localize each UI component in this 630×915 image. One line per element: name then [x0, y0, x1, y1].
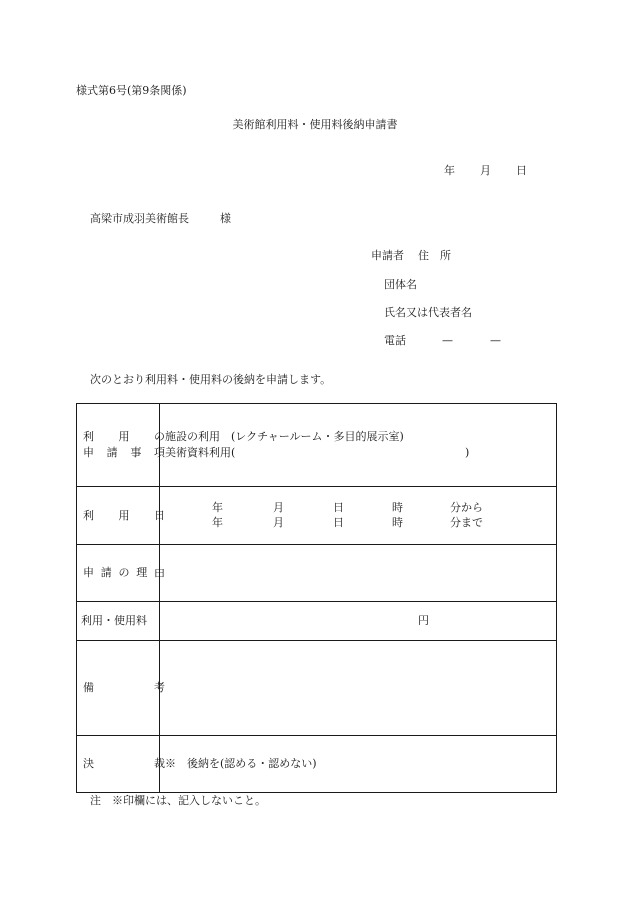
label-application-items-line2: 申 請 事 項 — [83, 446, 165, 459]
label-cell-application-items — [77, 404, 165, 487]
from-month-unit: 月 — [273, 501, 284, 514]
phone-dash-2: — — [490, 334, 501, 347]
date-day-label: 日 — [516, 164, 527, 177]
to-year-unit: 年 — [212, 516, 223, 529]
label-cell-reason — [77, 545, 165, 602]
to-month-unit: 月 — [273, 516, 284, 529]
label-cell-fee — [77, 602, 160, 641]
from-hour-unit: 時 — [392, 501, 403, 514]
row-application-items — [77, 404, 557, 487]
to-minute-suffix: 分まで — [450, 516, 483, 529]
label-fee: 利用・使用料 — [81, 614, 147, 627]
label-reason: 申 請 の 理 由 — [83, 566, 165, 579]
application-table — [76, 403, 557, 793]
footnote: 注 ※印欄には、記入しないこと。 — [90, 794, 266, 807]
applicant-address-label: 住 所 — [418, 249, 451, 262]
page-title: 美術館利用料・使用料後納申請書 — [232, 118, 398, 131]
phone-dash-1: — — [442, 334, 453, 347]
decision-text: ※ 後納を(認める・認めない) — [165, 757, 317, 770]
from-minute-suffix: 分から — [450, 501, 483, 514]
label-cell-usage-date — [77, 487, 165, 545]
label-application-items-line1: 利 用 の — [83, 430, 165, 443]
from-day-unit: 日 — [333, 501, 344, 514]
label-usage-date: 利 用 日 — [83, 508, 165, 522]
from-year-unit: 年 — [212, 501, 223, 514]
fee-unit-yen: 円 — [418, 614, 429, 627]
usage-date-field[interactable] — [160, 487, 557, 545]
decision-field[interactable] — [160, 736, 557, 793]
row-fee — [77, 602, 557, 641]
fee-field[interactable] — [160, 602, 557, 641]
applicant-label: 申請者 — [371, 249, 404, 262]
material-use-option: 美術資料利用( ) — [165, 446, 470, 459]
label-decision: 決 裁 — [83, 757, 165, 770]
reason-field[interactable] — [160, 545, 557, 602]
applicant-name-label: 氏名又は代表者名 — [384, 306, 472, 319]
intro-text: 次のとおり利用料・使用料の後納を申請します。 — [90, 373, 332, 386]
date-year-label: 年 — [444, 164, 455, 177]
date-month-label: 月 — [480, 164, 491, 177]
facility-use-option: 施設の利用 (レクチャールーム・多目的展示室) — [165, 430, 404, 443]
row-reason — [77, 545, 557, 602]
to-day-unit: 日 — [333, 516, 344, 529]
form-number: 様式第6号(第9条関係) — [76, 84, 187, 97]
label-cell-decision — [77, 736, 165, 793]
applicant-phone-label: 電話 — [384, 334, 406, 347]
addressee-honorific: 様 — [220, 212, 231, 225]
remarks-field[interactable] — [160, 641, 557, 736]
label-cell-remarks — [77, 641, 165, 736]
row-remarks — [77, 641, 557, 736]
application-items-field[interactable] — [160, 404, 557, 487]
row-usage-date — [77, 487, 557, 545]
applicant-group-label: 団体名 — [384, 278, 417, 291]
row-decision — [77, 736, 557, 793]
to-hour-unit: 時 — [392, 516, 403, 529]
addressee-name: 高梁市成羽美術館長 — [90, 212, 189, 225]
label-remarks: 備 考 — [83, 681, 165, 694]
